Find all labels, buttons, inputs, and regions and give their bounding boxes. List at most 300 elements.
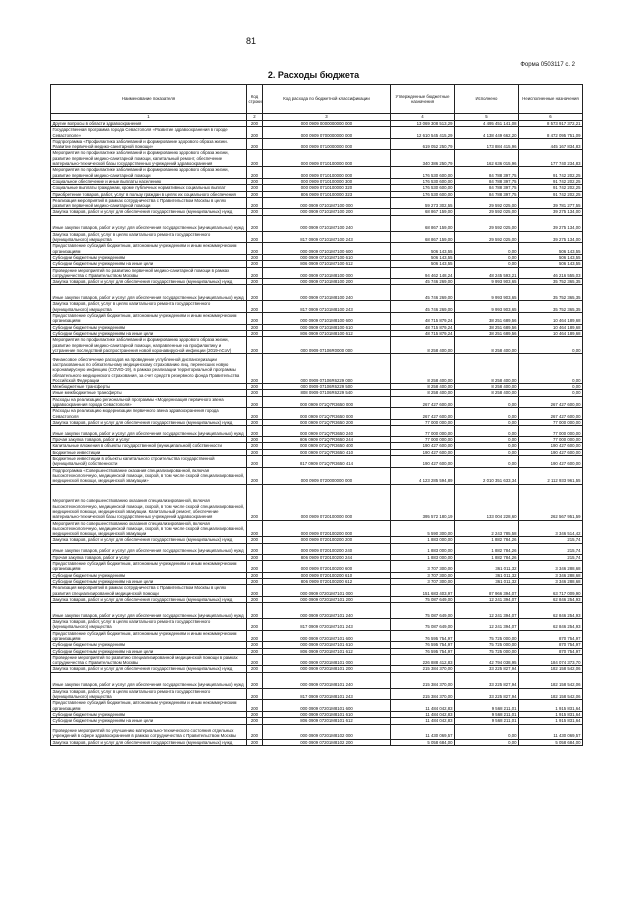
row-name: Закупка товаров, работ и услуг для обеспечения государственных (муниципальных) нужд xyxy=(51,596,247,602)
row-name: Подпрограмма «Профилактика заболеваний и формирование здорового образа жизни. Развитие первичной медико-санитарной помощи» xyxy=(51,138,247,150)
row-approved: 3 707 300,00 xyxy=(391,572,455,578)
row-name: Прочая закупка товаров, работ и услуг xyxy=(51,437,247,443)
row-approved: 176 530 600,00 xyxy=(391,185,455,191)
row-name: Закупка товаров, работ и услуг для обеспечения государственных (муниципальных) нужд xyxy=(51,666,247,672)
row-unexecuted: 184 074 373,70 xyxy=(519,654,583,666)
row-classification: 000 0909 07201M8102 000 xyxy=(263,724,391,739)
row-executed: 0,00 xyxy=(455,443,519,449)
table-row xyxy=(51,138,583,150)
row-executed: 8 258 400,00 xyxy=(455,384,519,390)
header-cell: Исполнено xyxy=(455,85,519,114)
row-executed: 1 882 784,26 xyxy=(455,554,519,560)
row-code: 200 xyxy=(247,443,263,449)
row-classification: 806 0909 07101M7100 612 xyxy=(263,261,391,267)
row-executed: 29 592 025,00 xyxy=(455,197,519,209)
row-unexecuted: 35 752 365,35 xyxy=(519,279,583,285)
row-approved: 190 427 600,00 xyxy=(391,456,455,468)
row-unexecuted: 870 754,97 xyxy=(519,648,583,654)
row-classification: 806 0909 0720100200 612 xyxy=(263,578,391,584)
row-executed: 8 258 400,00 xyxy=(455,337,519,354)
row-approved: 5 058 684,00 xyxy=(391,739,455,745)
table-row xyxy=(51,666,583,672)
table-row xyxy=(51,596,583,602)
row-classification: 000 0909 07201M7101 200 xyxy=(263,596,391,602)
table-row xyxy=(51,688,583,700)
row-code: 200 xyxy=(247,254,263,260)
row-unexecuted: 0,00 xyxy=(519,337,583,354)
row-name: Бюджетные инвестиции в объекты капитального строительства государственной (муниципальной) собственности xyxy=(51,456,247,468)
row-approved: 45 746 269,00 xyxy=(391,279,455,285)
row-code: 200 xyxy=(247,267,263,279)
row-name: Закупка товаров, работ и услуг для обеспечения государственных (муниципальных) нужд xyxy=(51,419,247,425)
table-row xyxy=(51,197,583,209)
row-executed: 87 966 394,07 xyxy=(455,585,519,597)
row-approved: 4 123 285 594,89 xyxy=(391,467,455,484)
row-executed: 1 882 784,26 xyxy=(455,543,519,554)
row-name: Закупка товаров, работ, услуг в целях капитального ремонта государственного (муниципального) имущества xyxy=(51,619,247,631)
row-approved: 215 384 370,00 xyxy=(391,672,455,688)
row-executed: 0,00 xyxy=(455,261,519,267)
row-unexecuted: 3 346 514,42 xyxy=(519,520,583,537)
row-unexecuted: 215,74 xyxy=(519,537,583,543)
row-executed: 0,00 xyxy=(455,437,519,443)
row-code: 200 xyxy=(247,688,263,700)
table-row xyxy=(51,543,583,554)
row-approved: 77 000 000,00 xyxy=(391,419,455,425)
row-approved: 75 087 649,00 xyxy=(391,596,455,602)
row-classification: 000 0909 0700000000 000 xyxy=(263,127,391,139)
row-classification: 000 0909 07201M8101 000 xyxy=(263,654,391,666)
row-code: 200 xyxy=(247,654,263,666)
row-name: Закупка товаров, работ и услуг для обеспечения государственных (муниципальных) нужд xyxy=(51,279,247,285)
table-row xyxy=(51,484,583,520)
table-row xyxy=(51,396,583,408)
row-name: Субсидии бюджетным учреждениям xyxy=(51,711,247,717)
row-unexecuted: 91 742 202,25 xyxy=(519,167,583,179)
row-classification: 806 0909 0720100200 244 xyxy=(263,554,391,560)
row-name: Иные межбюджетные трансферты xyxy=(51,390,247,396)
table-row xyxy=(51,121,583,127)
row-name: Иные закупки товаров, работ и услуг для обеспечения государственных (муниципальных) нужд xyxy=(51,603,247,619)
row-name: Другие вопросы в области здравоохранения xyxy=(51,121,247,127)
row-executed: 38 251 689,56 xyxy=(455,330,519,336)
table-row xyxy=(51,561,583,573)
row-classification: 000 0909 07201M8101 200 xyxy=(263,666,391,672)
row-executed: 2 010 351 633,34 xyxy=(455,467,519,484)
row-classification: 000 0909 07106R0000 000 xyxy=(263,337,391,354)
table-row xyxy=(51,537,583,543)
row-code: 200 xyxy=(247,138,263,150)
row-code: 200 xyxy=(247,700,263,712)
row-approved: 59 273 302,55 xyxy=(391,197,455,209)
table-row xyxy=(51,578,583,584)
row-classification: 817 0909 07201M8101 243 xyxy=(263,688,391,700)
row-unexecuted: 8 573 917 372,21 xyxy=(519,121,583,127)
row-classification: 000 0909 0710100000 300 xyxy=(263,178,391,184)
row-executed: 0,00 xyxy=(455,243,519,255)
row-classification: 808 0909 07106R6229 540 xyxy=(263,390,391,396)
row-unexecuted: 190 427 600,00 xyxy=(519,443,583,449)
row-name: Проведение мероприятий по развитию первичной медико-санитарной помощи в рамках сотрудничества с Правительством Москвы xyxy=(51,267,247,279)
row-name: Мероприятия по профилактике заболеваний и формированию здорового образа жизни, развитие первичной медико-санитарной помощи xyxy=(51,167,247,179)
row-approved: 395 572 180,19 xyxy=(391,484,455,520)
row-approved: 77 000 000,00 xyxy=(391,437,455,443)
row-classification: 000 0909 0720100200 240 xyxy=(263,543,391,554)
row-approved: 77 000 000,00 xyxy=(391,426,455,437)
row-executed: 12 241 394,07 xyxy=(455,619,519,631)
row-classification: 000 0909 07201M7101 610 xyxy=(263,642,391,648)
row-approved: 8 258 400,00 xyxy=(391,384,455,390)
row-approved: 340 386 250,79 xyxy=(391,150,455,167)
row-unexecuted: 91 742 202,25 xyxy=(519,178,583,184)
row-unexecuted: 870 754,97 xyxy=(519,642,583,648)
row-name: Закупка товаров, работ и услуг для обеспечения государственных (муниципальных) нужд xyxy=(51,537,247,543)
row-name: Субсидии бюджетным учреждениям xyxy=(51,642,247,648)
table-row xyxy=(51,718,583,724)
row-approved: 11 484 042,83 xyxy=(391,700,455,712)
table-row xyxy=(51,127,583,139)
row-code: 200 xyxy=(247,543,263,554)
row-executed: 4 495 451 141,08 xyxy=(455,121,519,127)
table-row xyxy=(51,185,583,191)
table-row xyxy=(51,150,583,167)
row-executed: 0,00 xyxy=(455,724,519,739)
row-name: Предоставление субсидий бюджетным, автономным учреждениям и иным некоммерческим организациям xyxy=(51,313,247,325)
row-name: Капитальные вложения в объекты государственной (муниципальной) собственности xyxy=(51,443,247,449)
row-unexecuted: 1 915 831,64 xyxy=(519,711,583,717)
row-classification: 000 0909 07201M8102 200 xyxy=(263,739,391,745)
row-classification: 000 0909 07101M7100 200 xyxy=(263,209,391,215)
row-executed: 9 993 903,65 xyxy=(455,285,519,301)
row-classification: 806 0909 07101M8100 612 xyxy=(263,330,391,336)
header-cell: Неисполненные назначения xyxy=(519,85,583,114)
header-cell: Утвержденные бюджетные назначения xyxy=(391,85,455,114)
row-executed: 84 788 397,75 xyxy=(455,178,519,184)
header-row xyxy=(51,85,583,114)
row-name: Предоставление субсидий бюджетным, автономным учреждениям и иным некоммерческим организациям xyxy=(51,243,247,255)
row-executed: 361 011,32 xyxy=(455,561,519,573)
row-classification: 000 0909 071Q7R3650 410 xyxy=(263,449,391,455)
row-unexecuted: 10 464 189,68 xyxy=(519,330,583,336)
row-classification: 806 0909 07201M8101 612 xyxy=(263,718,391,724)
row-unexecuted: 8 472 095 751,09 xyxy=(519,127,583,139)
row-unexecuted: 62 846 254,93 xyxy=(519,603,583,619)
row-executed: 0,00 xyxy=(455,254,519,260)
row-approved: 619 052 250,79 xyxy=(391,138,455,150)
table-row xyxy=(51,167,583,179)
row-unexecuted: 11 430 069,57 xyxy=(519,724,583,739)
row-unexecuted: 39 275 134,00 xyxy=(519,209,583,215)
row-approved: 76 595 754,97 xyxy=(391,642,455,648)
row-approved: 190 427 600,00 xyxy=(391,443,455,449)
row-name: Межбюджетные трансферты xyxy=(51,384,247,390)
row-approved: 1 883 000,00 xyxy=(391,543,455,554)
row-name: Предоставление субсидий бюджетным, автономным учреждениям и иным некоммерческим организациям xyxy=(51,700,247,712)
table-row xyxy=(51,337,583,354)
row-code: 200 xyxy=(247,337,263,354)
row-approved: 151 683 403,97 xyxy=(391,585,455,597)
row-code: 200 xyxy=(247,724,263,739)
row-approved: 215 384 370,00 xyxy=(391,666,455,672)
row-executed: 33 225 827,94 xyxy=(455,666,519,672)
row-code: 200 xyxy=(247,619,263,631)
table-row xyxy=(51,231,583,243)
row-approved: 3 707 300,00 xyxy=(391,578,455,584)
row-name: Расходы на реализацию региональной программы «Модернизация первичного звена здравоохранения города Севастополя» xyxy=(51,396,247,408)
row-classification: 000 0909 07201M8101 610 xyxy=(263,711,391,717)
column-number: 1 xyxy=(51,114,247,121)
row-approved: 8 258 400,00 xyxy=(391,337,455,354)
row-executed: 0,00 xyxy=(455,408,519,420)
row-approved: 176 530 600,00 xyxy=(391,191,455,197)
row-name: Закупка товаров, работ, услуг в целях капитального ремонта государственного (муниципального) имущества xyxy=(51,231,247,243)
table-row xyxy=(51,209,583,215)
row-name: Расходы на реализацию модернизации первичного звена здравоохранения города Севастополя xyxy=(51,408,247,420)
row-name: Государственная программа города Севастополя «Развитие здравоохранения в городе Севастополе» xyxy=(51,127,247,139)
row-unexecuted: 445 167 834,83 xyxy=(519,138,583,150)
row-code: 200 xyxy=(247,437,263,443)
row-classification: 000 0909 07101M7100 610 xyxy=(263,254,391,260)
column-number: 4 xyxy=(391,114,455,121)
row-code: 200 xyxy=(247,215,263,231)
row-classification: 000 0909 07101M8100 600 xyxy=(263,313,391,325)
row-executed: 1 882 784,26 xyxy=(455,537,519,543)
row-name: Мероприятия по профилактике заболеваний и формированию здорового образа жизни, развитие первичной медико-санитарной помощи, капитальный ремонт, обеспечение материально-технической базы государственных учреждений здравоохранения xyxy=(51,150,247,167)
row-classification: 000 0909 07106R6229 500 xyxy=(263,384,391,390)
row-approved: 3 707 300,00 xyxy=(391,561,455,573)
row-unexecuted: 0,00 xyxy=(519,384,583,390)
row-executed: 33 225 827,94 xyxy=(455,672,519,688)
row-name: Субсидии бюджетным учреждениям xyxy=(51,572,247,578)
row-unexecuted: 35 752 365,35 xyxy=(519,285,583,301)
row-approved: 176 530 600,00 xyxy=(391,178,455,184)
table-row xyxy=(51,520,583,537)
row-approved: 1 883 000,00 xyxy=(391,554,455,560)
row-code: 200 xyxy=(247,648,263,654)
row-executed: 361 011,32 xyxy=(455,572,519,578)
row-unexecuted: 506 143,55 xyxy=(519,243,583,255)
page-number: 81 xyxy=(246,36,257,46)
row-code: 200 xyxy=(247,330,263,336)
row-approved: 267 427 600,00 xyxy=(391,396,455,408)
row-name: Бюджетные инвестиции xyxy=(51,449,247,455)
row-code: 200 xyxy=(247,484,263,520)
row-code: 200 xyxy=(247,419,263,425)
table-row xyxy=(51,672,583,688)
row-unexecuted: 1 915 831,64 xyxy=(519,718,583,724)
row-approved: 68 867 159,00 xyxy=(391,209,455,215)
row-executed: 2 243 785,58 xyxy=(455,520,519,537)
row-unexecuted: 10 464 189,68 xyxy=(519,324,583,330)
row-executed: 0,00 xyxy=(455,396,519,408)
row-name: Субсидии бюджетным учреждениям xyxy=(51,254,247,260)
row-approved: 45 746 269,00 xyxy=(391,285,455,301)
row-approved: 68 867 159,00 xyxy=(391,215,455,231)
row-name: Субсидии бюджетным учреждениям на иные цели xyxy=(51,261,247,267)
row-code: 200 xyxy=(247,285,263,301)
row-unexecuted: 39 781 277,55 xyxy=(519,197,583,209)
row-code: 200 xyxy=(247,178,263,184)
row-unexecuted: 77 000 000,00 xyxy=(519,426,583,437)
table-row xyxy=(51,313,583,325)
row-name: Реализация мероприятий в рамках сотрудничества с Правительством Москвы в целях развития специализированной медицинской помощи xyxy=(51,585,247,597)
header-cell: Код расхода по бюджетной классификации xyxy=(263,85,391,114)
row-approved: 190 427 600,00 xyxy=(391,449,455,455)
row-unexecuted: 870 754,97 xyxy=(519,630,583,642)
row-approved: 76 595 754,97 xyxy=(391,648,455,654)
row-executed: 0,00 xyxy=(455,449,519,455)
table-row xyxy=(51,267,583,279)
row-classification: 000 0909 071Q7R3650 000 xyxy=(263,408,391,420)
row-executed: 29 592 025,00 xyxy=(455,231,519,243)
row-name: Проведение мероприятий по улучшению материально-технического состояния отдельных учреждений в сфере здравоохранения в рамках сотрудничества с Правительством Москвы xyxy=(51,724,247,739)
row-classification: 000 0909 0000000000 000 xyxy=(263,121,391,127)
row-classification: 000 0909 0720100200 200 xyxy=(263,537,391,543)
row-code: 200 xyxy=(247,279,263,285)
row-unexecuted: 2 112 933 961,55 xyxy=(519,467,583,484)
row-classification: 000 0909 0720100200 600 xyxy=(263,561,391,573)
row-name: Закупка товаров, работ и услуг для обеспечения государственных (муниципальных) нужд xyxy=(51,209,247,215)
row-classification: 817 0909 071Q7R3650 414 xyxy=(263,456,391,468)
row-executed: 12 241 394,07 xyxy=(455,596,519,602)
row-code: 200 xyxy=(247,666,263,672)
row-approved: 1 883 000,00 xyxy=(391,537,455,543)
row-approved: 5 590 300,00 xyxy=(391,520,455,537)
row-executed: 9 993 903,65 xyxy=(455,301,519,313)
table-row xyxy=(51,603,583,619)
row-name: Мероприятия по совершенствованию оказания специализированной, включая высокотехнологичную, медицинской помощи, скорой, в том числе скорой специализированной, медицинской помощи, медицинской эвакуации. Капитальный ремонт, обеспечение материально-технической базы государственных учреждений здравоохранения xyxy=(51,484,247,520)
row-name: Субсидии бюджетным учреждениям xyxy=(51,324,247,330)
table-row xyxy=(51,178,583,184)
row-code: 200 xyxy=(247,209,263,215)
row-unexecuted: 215,74 xyxy=(519,543,583,554)
row-name: Проведение мероприятий по развитию специализированной медицинской помощи в рамках сотрудничества с Правительством Москвы xyxy=(51,654,247,666)
row-unexecuted: 215,74 xyxy=(519,554,583,560)
row-code: 200 xyxy=(247,191,263,197)
row-executed: 0,00 xyxy=(455,739,519,745)
row-classification: 000 0909 071Q7R3650 240 xyxy=(263,426,391,437)
table-row xyxy=(51,456,583,468)
row-name: Финансовое обеспечение расходов на проведение углубленной диспансеризации застрахованных по обязательному медицинскому страхованию лиц, перенесших новую коронавирусную инфекцию (COVID-19), в рамках реализации территориальной программы обязательного медицинского страхования, за счет средств резервного фонда Правительства Российской Федерации xyxy=(51,354,247,384)
row-code: 200 xyxy=(247,585,263,597)
row-name: Мероприятия по совершенствованию оказания специализированной, включая высокотехнологичную, медицинской помощи, скорой, в том числе скорой специализированной, медицинской помощи, медицинской эвакуации xyxy=(51,520,247,537)
column-number: 5 xyxy=(455,114,519,121)
row-name: Закупка товаров, работ, услуг в целях капитального ремонта государственного (муниципального) имущества xyxy=(51,301,247,313)
row-name: Реализация мероприятий в рамках сотрудничества с Правительством Москвы в целях развития первичной медико-санитарной помощи xyxy=(51,197,247,209)
row-classification: 000 0909 0720000000 000 xyxy=(263,467,391,484)
row-approved: 48 715 879,24 xyxy=(391,324,455,330)
row-unexecuted: 0,00 xyxy=(519,354,583,384)
row-name: Субсидии бюджетным учреждениям на иные цели xyxy=(51,718,247,724)
row-classification: 000 0909 07201M8101 240 xyxy=(263,672,391,688)
row-executed: 29 592 025,00 xyxy=(455,209,519,215)
row-code: 200 xyxy=(247,467,263,484)
row-unexecuted: 63 717 009,90 xyxy=(519,585,583,597)
row-classification: 806 0909 07201M7101 612 xyxy=(263,648,391,654)
row-approved: 215 384 370,00 xyxy=(391,688,455,700)
row-code: 200 xyxy=(247,231,263,243)
row-code: 200 xyxy=(247,313,263,325)
row-approved: 94 462 148,24 xyxy=(391,267,455,279)
row-unexecuted: 35 752 365,35 xyxy=(519,301,583,313)
row-classification: 817 0909 07101M7100 243 xyxy=(263,231,391,243)
row-executed: 9 568 211,01 xyxy=(455,711,519,717)
row-code: 200 xyxy=(247,324,263,330)
row-executed: 9 568 211,01 xyxy=(455,718,519,724)
row-approved: 506 143,55 xyxy=(391,243,455,255)
row-executed: 9 993 903,65 xyxy=(455,279,519,285)
row-classification: 000 0909 071Q7R3650 400 xyxy=(263,443,391,449)
row-name: Прочая закупка товаров, работ и услуг xyxy=(51,554,247,560)
row-approved: 76 595 754,97 xyxy=(391,630,455,642)
column-number-row xyxy=(51,114,583,121)
row-classification: 806 0909 071Q7R3650 244 xyxy=(263,437,391,443)
row-executed: 133 004 228,60 xyxy=(455,484,519,520)
row-code: 200 xyxy=(247,396,263,408)
row-code: 200 xyxy=(247,596,263,602)
row-approved: 176 530 600,00 xyxy=(391,167,455,179)
row-approved: 226 888 412,83 xyxy=(391,654,455,666)
table-row xyxy=(51,648,583,654)
row-approved: 75 087 649,00 xyxy=(391,603,455,619)
row-unexecuted: 262 567 951,59 xyxy=(519,484,583,520)
row-name: Предоставление субсидий бюджетным, автономным учреждениям и иным некоммерческим организациям xyxy=(51,561,247,573)
row-classification: 817 0909 07101M8100 243 xyxy=(263,301,391,313)
row-unexecuted: 77 000 000,00 xyxy=(519,437,583,443)
row-unexecuted: 182 158 542,06 xyxy=(519,688,583,700)
row-name: Социальное обеспечение и иные выплаты населению xyxy=(51,178,247,184)
table-row xyxy=(51,354,583,384)
row-name: Субсидии бюджетным учреждениям на иные цели xyxy=(51,578,247,584)
row-code: 200 xyxy=(247,520,263,537)
row-name: Субсидии бюджетным учреждениям на иные цели xyxy=(51,648,247,654)
row-executed: 8 258 400,00 xyxy=(455,354,519,384)
row-code: 200 xyxy=(247,537,263,543)
row-unexecuted: 62 846 254,93 xyxy=(519,619,583,631)
row-unexecuted: 10 464 189,68 xyxy=(519,313,583,325)
row-executed: 12 241 394,07 xyxy=(455,603,519,619)
table-body xyxy=(51,121,583,746)
row-executed: 0,00 xyxy=(455,456,519,468)
row-name: Иные закупки товаров, работ и услуг для обеспечения государственных (муниципальных) нужд xyxy=(51,215,247,231)
row-code: 200 xyxy=(247,630,263,642)
row-classification: 806 0909 0710100000 323 xyxy=(263,191,391,197)
row-unexecuted: 91 742 202,25 xyxy=(519,185,583,191)
row-code: 200 xyxy=(247,167,263,179)
row-unexecuted: 190 427 600,00 xyxy=(519,449,583,455)
row-classification: 000 0909 07201M7101 600 xyxy=(263,630,391,642)
row-unexecuted: 190 427 600,00 xyxy=(519,456,583,468)
row-executed: 84 788 397,75 xyxy=(455,167,519,179)
row-approved: 11 484 042,83 xyxy=(391,718,455,724)
row-code: 200 xyxy=(247,243,263,255)
row-code: 200 xyxy=(247,121,263,127)
row-executed: 42 794 038,95 xyxy=(455,654,519,666)
row-classification: 817 0909 07201M7101 243 xyxy=(263,619,391,631)
row-unexecuted: 3 346 288,68 xyxy=(519,561,583,573)
row-executed: 162 636 015,96 xyxy=(455,150,519,167)
row-code: 200 xyxy=(247,261,263,267)
row-classification: 000 0909 07101M7100 600 xyxy=(263,243,391,255)
row-approved: 8 258 400,00 xyxy=(391,390,455,396)
row-approved: 75 087 649,00 xyxy=(391,619,455,631)
row-approved: 68 867 159,00 xyxy=(391,231,455,243)
row-unexecuted: 506 143,55 xyxy=(519,254,583,260)
row-unexecuted: 3 346 288,68 xyxy=(519,578,583,584)
row-approved: 506 143,55 xyxy=(391,254,455,260)
row-name: Подпрограмма «Совершенствование оказания специализированной, включая высокотехнологичную, медицинской помощи, скорой, в том числе скорой специализированной, медицинской помощи, медицинской эвакуации» xyxy=(51,467,247,484)
row-code: 200 xyxy=(247,456,263,468)
